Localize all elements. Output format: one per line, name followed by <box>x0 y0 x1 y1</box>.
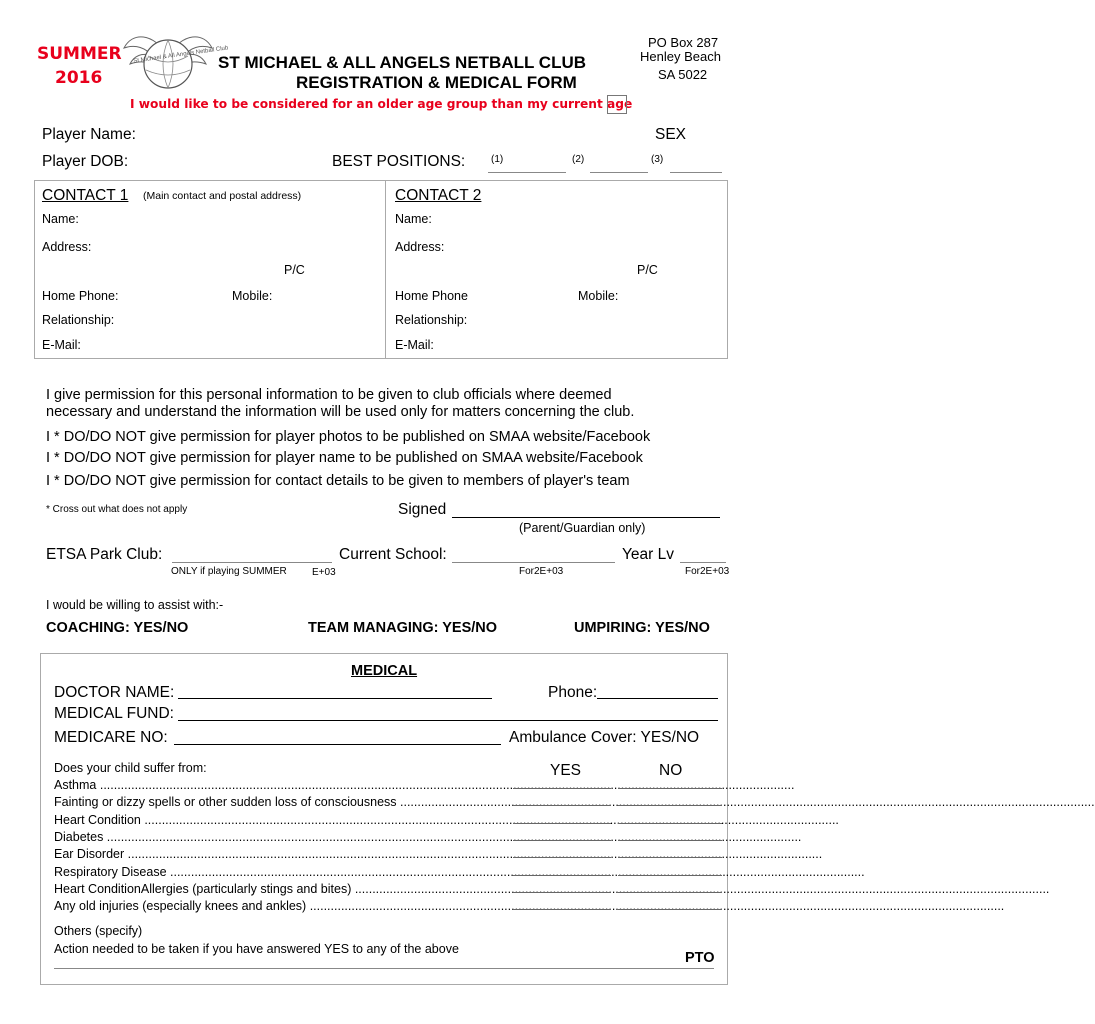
form-title: REGISTRATION & MEDICAL FORM <box>296 73 577 92</box>
position-2-field[interactable] <box>590 172 648 173</box>
condition-no-field[interactable] <box>618 805 722 806</box>
condition-no-field[interactable] <box>618 840 722 841</box>
only-if-playing-note: ONLY if playing SUMMER <box>171 566 287 577</box>
doctor-name-label: DOCTOR NAME: <box>54 684 175 701</box>
suffer-from-label: Does your child suffer from: <box>54 761 207 775</box>
contact1-email-label: E-Mail: <box>42 338 81 352</box>
current-school-field[interactable] <box>452 562 615 563</box>
logo-text: St Michael & All Angels Netball Club <box>133 45 229 65</box>
condition-label: Heart ConditionAllergies (particularly stings and bites) ........................................................................................................................................................................................................ <box>54 882 1050 896</box>
condition-no-field[interactable] <box>618 788 722 789</box>
condition-yes-field[interactable] <box>513 857 611 858</box>
condition-no-field[interactable] <box>618 909 722 910</box>
position-2-label: (2) <box>572 154 585 165</box>
condition-yes-field[interactable] <box>513 805 611 806</box>
year-e03-note: For2E+03 <box>685 566 730 577</box>
permission-text-1: I give permission for this personal information to be given to club officials where deemed <box>46 387 612 403</box>
address-po-box: PO Box 287 <box>648 35 719 50</box>
player-dob-label: Player DOB: <box>42 153 129 170</box>
contact1-address-label: Address: <box>42 240 92 254</box>
medicare-label: MEDICARE NO: <box>54 729 168 746</box>
older-age-group-text: I would like to be considered for an older age group than my current age <box>130 97 633 111</box>
etsa-park-club-label: ETSA Park Club: <box>46 546 163 563</box>
condition-yes-field[interactable] <box>513 823 611 824</box>
condition-yes-field[interactable] <box>513 909 611 910</box>
condition-label: Ear Disorder ........................................................................................................................................................................................................ <box>54 847 823 861</box>
signed-label: Signed <box>398 501 447 518</box>
medical-heading: MEDICAL <box>351 663 418 679</box>
contact1-pc-label: P/C <box>284 263 305 277</box>
contact1-mobile-label: Mobile: <box>232 289 273 303</box>
contact2-address-label: Address: <box>395 240 445 254</box>
best-positions-label: BEST POSITIONS: <box>332 153 466 170</box>
doctor-name-field[interactable] <box>178 698 492 699</box>
action-needed-label: Action needed to be taken if you have answered YES to any of the above <box>54 942 459 956</box>
condition-no-field[interactable] <box>618 857 722 858</box>
permission-names: I * DO/DO NOT give permission for player name to be published on SMAA website/Facebook <box>46 450 643 466</box>
club-name: ST MICHAEL & ALL ANGELS NETBALL CLUB <box>218 53 587 72</box>
medical-fund-field[interactable] <box>178 720 718 721</box>
contact1-heading: CONTACT 1 <box>42 187 129 204</box>
signature-field[interactable] <box>452 517 720 518</box>
permission-contacts: I * DO/DO NOT give permission for contact details to be given to members of player's team <box>46 473 630 489</box>
contacts-table <box>34 180 728 359</box>
phone-field[interactable] <box>597 698 718 699</box>
medical-fund-label: MEDICAL FUND: <box>54 705 174 722</box>
season-year: 2016 <box>55 68 103 88</box>
team-managing-option: TEAM MANAGING: YES/NO <box>308 620 498 636</box>
player-name-label: Player Name: <box>42 126 136 143</box>
contact2-mobile-label: Mobile: <box>578 289 619 303</box>
condition-yes-field[interactable] <box>513 875 611 876</box>
phone-label: Phone: <box>548 684 598 701</box>
condition-yes-field[interactable] <box>513 840 611 841</box>
older-age-group-checkbox[interactable] <box>607 95 627 114</box>
current-school-label: Current School: <box>339 546 447 563</box>
condition-label: Fainting or dizzy spells or other sudden loss of consciousness ........................................................................................................................................................................................................ <box>54 795 1095 809</box>
condition-label: Respiratory Disease ........................................................................................................................................................................................................ <box>54 865 865 879</box>
school-e03-note: For2E+03 <box>519 566 564 577</box>
position-1-label: (1) <box>491 154 504 165</box>
contact1-name-label: Name: <box>42 212 79 226</box>
cross-out-note: * Cross out what does not apply <box>46 504 188 515</box>
etsa-park-club-field[interactable] <box>172 562 332 563</box>
contact2-relationship-label: Relationship: <box>395 313 468 327</box>
condition-yes-field[interactable] <box>513 892 611 893</box>
position-3-label: (3) <box>651 154 664 165</box>
no-column-header: NO <box>659 762 683 779</box>
address-state: SA 5022 <box>658 67 708 82</box>
condition-label: Heart Condition ........................................................................................................................................................................................................ <box>54 813 839 827</box>
season-label: SUMMER <box>37 44 122 64</box>
contact2-home-phone-label: Home Phone <box>395 289 468 303</box>
condition-label: Diabetes ........................................................................................................................................................................................................ <box>54 830 802 844</box>
others-label: Others (specify) <box>54 924 143 938</box>
guardian-note: (Parent/Guardian only) <box>519 521 646 535</box>
contact2-heading: CONTACT 2 <box>395 187 482 204</box>
medicare-field[interactable] <box>174 744 501 745</box>
contact2-pc-label: P/C <box>637 263 658 277</box>
contacts-divider <box>385 180 386 358</box>
assist-intro: I would be willing to assist with:- <box>46 598 224 612</box>
etsa-e03-note: E+03 <box>312 567 336 578</box>
yes-column-header: YES <box>550 762 582 779</box>
year-level-field[interactable] <box>680 562 726 563</box>
contact1-note: (Main contact and postal address) <box>143 190 302 202</box>
coaching-option: COACHING: YES/NO <box>46 620 189 636</box>
pto-label: PTO <box>685 950 715 966</box>
ambulance-cover-option: Ambulance Cover: YES/NO <box>509 729 700 746</box>
contact2-email-label: E-Mail: <box>395 338 434 352</box>
contact1-home-phone-label: Home Phone: <box>42 289 119 303</box>
condition-no-field[interactable] <box>618 875 722 876</box>
position-3-field[interactable] <box>670 172 722 173</box>
contact2-name-label: Name: <box>395 212 432 226</box>
condition-no-field[interactable] <box>618 823 722 824</box>
year-level-label: Year Lv <box>622 546 674 563</box>
condition-no-field[interactable] <box>618 892 722 893</box>
contact1-relationship-label: Relationship: <box>42 313 115 327</box>
condition-yes-field[interactable] <box>513 788 611 789</box>
condition-label: Asthma ........................................................................................................................................................................................................ <box>54 778 795 792</box>
umpiring-option: UMPIRING: YES/NO <box>574 620 710 636</box>
permission-photos: I * DO/DO NOT give permission for player photos to be published on SMAA website/Facebook <box>46 429 651 445</box>
position-1-field[interactable] <box>488 172 566 173</box>
action-needed-field[interactable] <box>54 968 714 969</box>
condition-label: Any old injuries (especially knees and ankles) ........................................................................................................................................................................................................ <box>54 899 1005 913</box>
sex-label: SEX <box>655 126 687 143</box>
address-suburb: Henley Beach <box>640 49 721 64</box>
permission-text-2: necessary and understand the information will be used only for matters concerning the club. <box>46 404 635 420</box>
